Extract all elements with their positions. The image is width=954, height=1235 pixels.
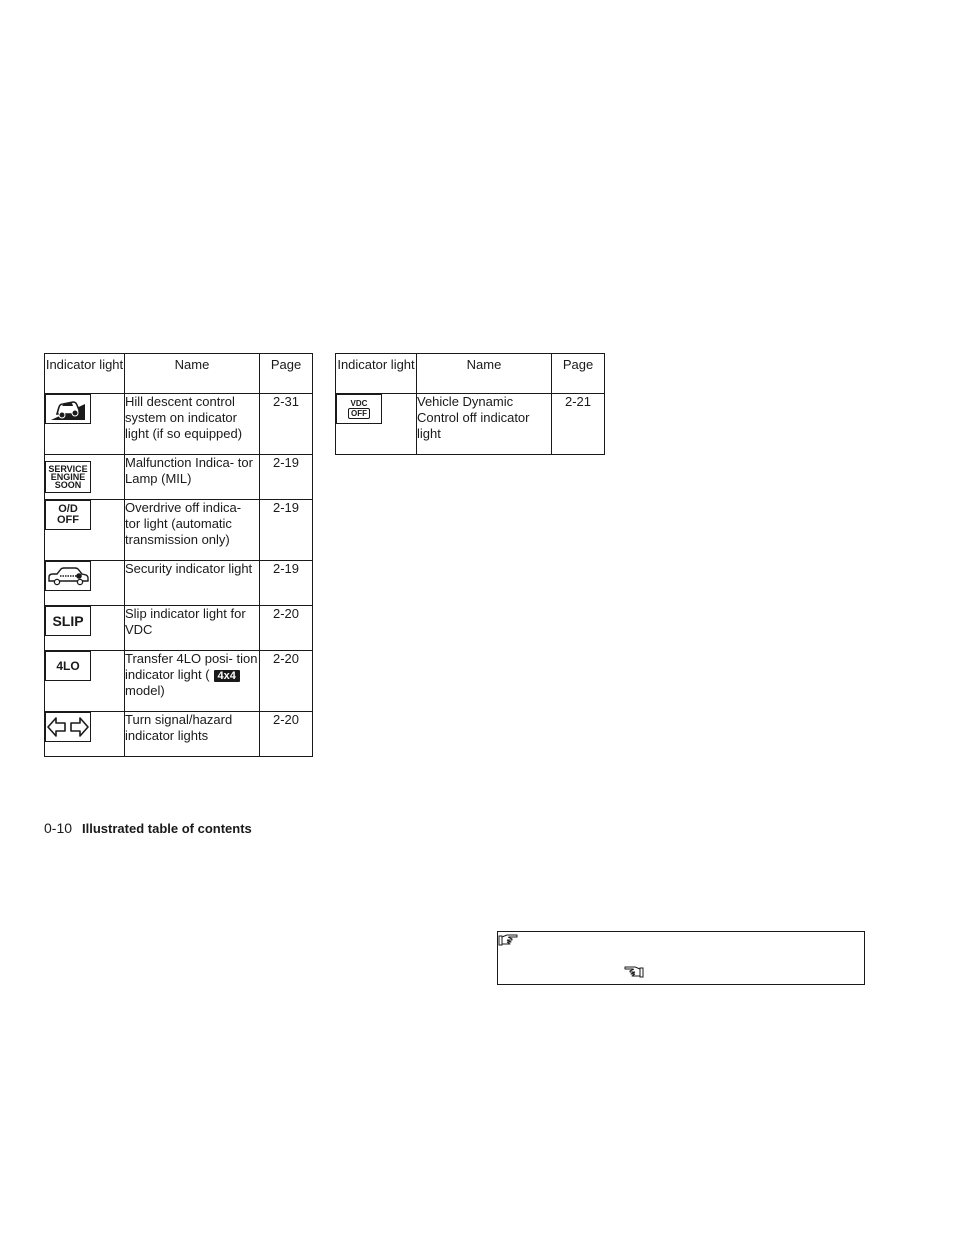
pointing-hand-icon (498, 933, 518, 952)
section-title: Illustrated table of contents (82, 821, 252, 836)
row-name-prefix: Transfer 4LO posi- tion indicator light ( (125, 651, 258, 682)
row-name-suffix: model) (125, 683, 165, 698)
pointing-hand-icon (624, 965, 644, 984)
row-name (125, 651, 260, 712)
service-engine-soon-icon (45, 461, 91, 493)
row-page: 2-19 (260, 561, 313, 606)
icon-text-line: SOON (54, 480, 82, 490)
row-name: Slip indicator light for VDC (125, 606, 260, 651)
header-name: Name (417, 354, 552, 394)
icon-text-line: VDC (350, 399, 368, 408)
table-row (45, 561, 313, 606)
icon-text-line: ENGINE (50, 472, 86, 482)
row-name: Hill descent control system on indicator light (if so equipped) (125, 394, 260, 455)
indicator-table-right (335, 353, 605, 455)
table-header-row (45, 354, 313, 394)
4x4-badge: 4x4 (214, 670, 240, 682)
vdc-off-icon (336, 394, 382, 424)
row-page: 2-20 (260, 651, 313, 712)
row-page: 2-19 (260, 455, 313, 500)
indicator-table-left (44, 353, 313, 757)
icon-text-line: O/D (58, 503, 78, 515)
row-name: Overdrive off indica- tor light (automatic transmission only) (125, 500, 260, 561)
row-name: Turn signal/hazard indicator lights (125, 712, 260, 757)
page-footer (44, 820, 252, 836)
turn-signal-arrows-icon (45, 712, 91, 742)
slip-icon: SLIP (45, 606, 91, 636)
row-page: 2-20 (260, 606, 313, 651)
row-page: 2-20 (260, 712, 313, 757)
row-name: Vehicle Dynamic Control off indicator light (417, 394, 552, 455)
row-page: 2-19 (260, 500, 313, 561)
security-car-key-icon (45, 561, 91, 591)
page-number: 0-10 (44, 820, 73, 836)
table-row (45, 712, 313, 757)
table-row (45, 500, 313, 561)
header-name: Name (125, 354, 260, 394)
header-page: Page (552, 354, 605, 394)
row-name: Security indicator light (125, 561, 260, 606)
row-name: Malfunction Indica- tor Lamp (MIL) (125, 455, 260, 500)
header-indicator-light: Indicator light (336, 354, 417, 394)
table-row (45, 606, 313, 651)
table-row (45, 455, 313, 500)
od-off-icon (45, 500, 91, 530)
icon-text-line: OFF (348, 408, 370, 419)
table-row (45, 651, 313, 712)
note-box (497, 931, 865, 985)
header-indicator-light: Indicator light (45, 354, 125, 394)
table-row (336, 394, 605, 455)
hill-descent-icon (45, 394, 91, 424)
4lo-icon: 4LO (45, 651, 91, 681)
table-header-row (336, 354, 605, 394)
header-page: Page (260, 354, 313, 394)
icon-text-line: SERVICE (48, 464, 88, 474)
table-row (45, 394, 313, 455)
row-page: 2-31 (260, 394, 313, 455)
row-page: 2-21 (552, 394, 605, 455)
icon-text-line: OFF (57, 514, 79, 526)
